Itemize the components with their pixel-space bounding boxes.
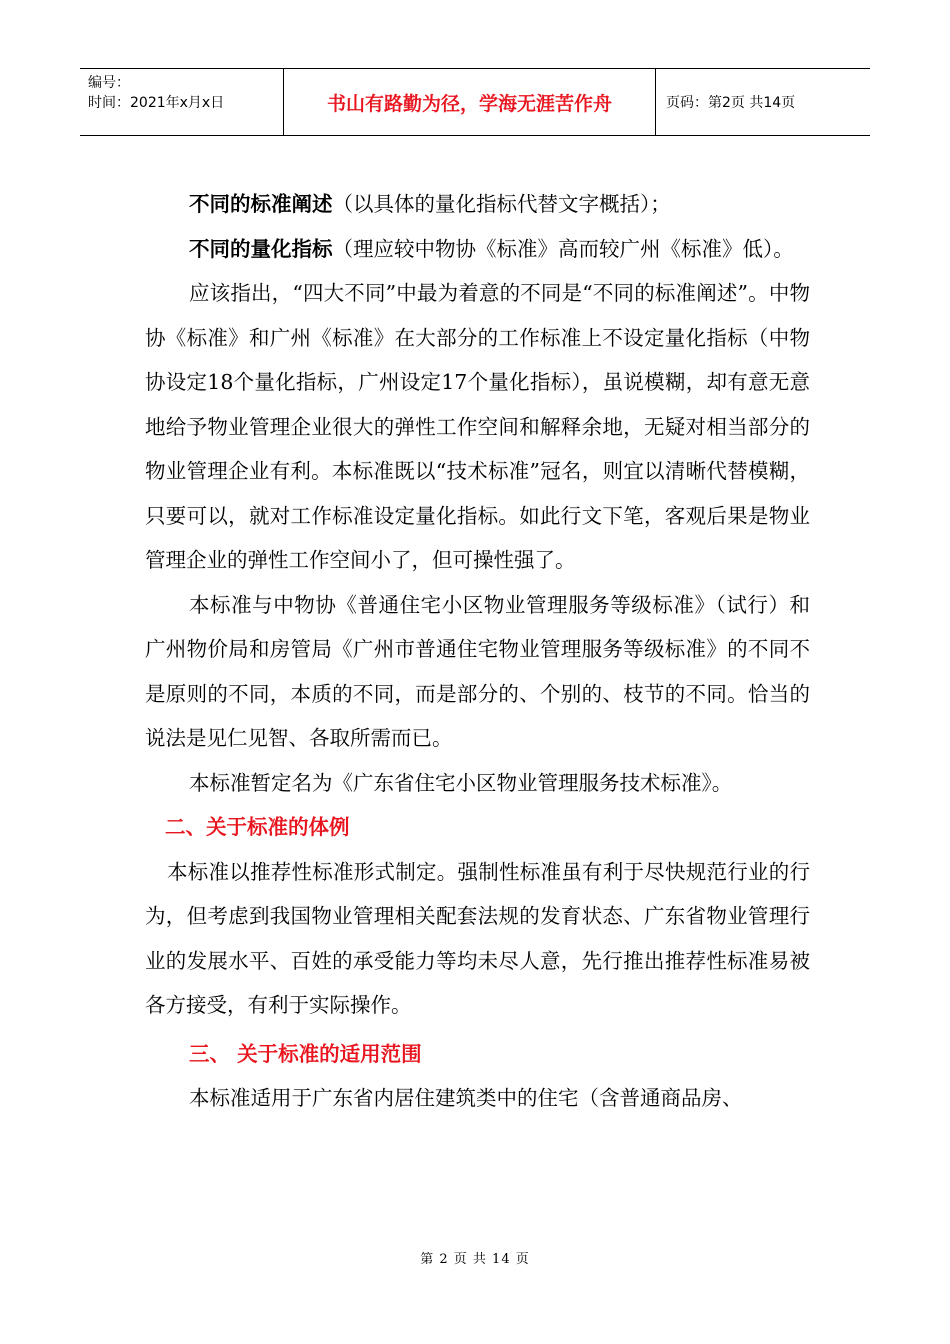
paragraph-text: （以具体的量化指标代替文字概括）； <box>332 192 671 216</box>
paragraph: 本标准以推荐性标准形式制定。强制性标准虽有利于尽快规范行业的行为，但考虑到我国物业管理相关配套法规的发育状态、广东省物业管理行业的发展水平、百姓的承受能力等均未尽人意，先行推出推荐性标准易被各方接受，有利于实际操作。 <box>145 859 810 1017</box>
header-number-label: 编号： <box>88 75 130 91</box>
paragraph: 应该指出，“四大不同”中最为着意的不同是“不同的标准阐述”。中物协《标准》和广州《标准》在大部分的工作标准上不设定量化指标（中物协设定18个量化指标，广州设定17个量化指标），虽说模糊，却有意无意地给予物业管理企业很大的弹性工作空间和解释余地，无疑对相当部分的物业管理企业有利。本标准既以“技术标准”冠名，则宜以清晰代替模糊，只要可以，就对工作标准设定量化指标。如此行文下笔，客观后果是物业管理企业的弹性工作空间小了，但可操性强了。 <box>145 281 810 572</box>
document-body <box>145 182 810 1121</box>
header-time-label: 时间：2021年x月x日 <box>88 95 225 111</box>
header-motto: 书山有路勤为径，学海无涯苦作舟 <box>283 69 656 135</box>
paragraph <box>145 227 810 272</box>
bold-term: 不同的标准阐述 <box>189 192 333 216</box>
paragraph <box>145 182 810 227</box>
paragraph-text: （理应较中物协《标准》高而较广州《标准》低）。 <box>332 236 794 261</box>
section-heading: 三、 关于标准的适用范围 <box>189 1041 422 1066</box>
bold-term: 不同的量化指标 <box>189 236 333 261</box>
header-page-info: 页码：第2页 共14页 <box>666 95 796 111</box>
header-table <box>80 68 870 136</box>
page-footer: 第 2 页 共 14 页 <box>420 1252 530 1267</box>
paragraph: 本标准适用于广东省内居住建筑类中的住宅（含普通商品房、 <box>189 1086 743 1110</box>
section-heading: 二、关于标准的体例 <box>165 815 350 839</box>
paragraph: 本标准与中物协《普通住宅小区物业管理服务等级标准》（试行）和广州物价局和房管局《广州市普通住宅物业管理服务等级标准》的不同不是原则的不同，本质的不同，而是部分的、个别的、枝节的不同。恰当的说法是见仁见智、各取所需而已。 <box>145 592 810 750</box>
header-meta <box>80 69 283 135</box>
paragraph: 本标准暂定名为《广东省住宅小区物业管理服务技术标准》。 <box>189 770 733 795</box>
